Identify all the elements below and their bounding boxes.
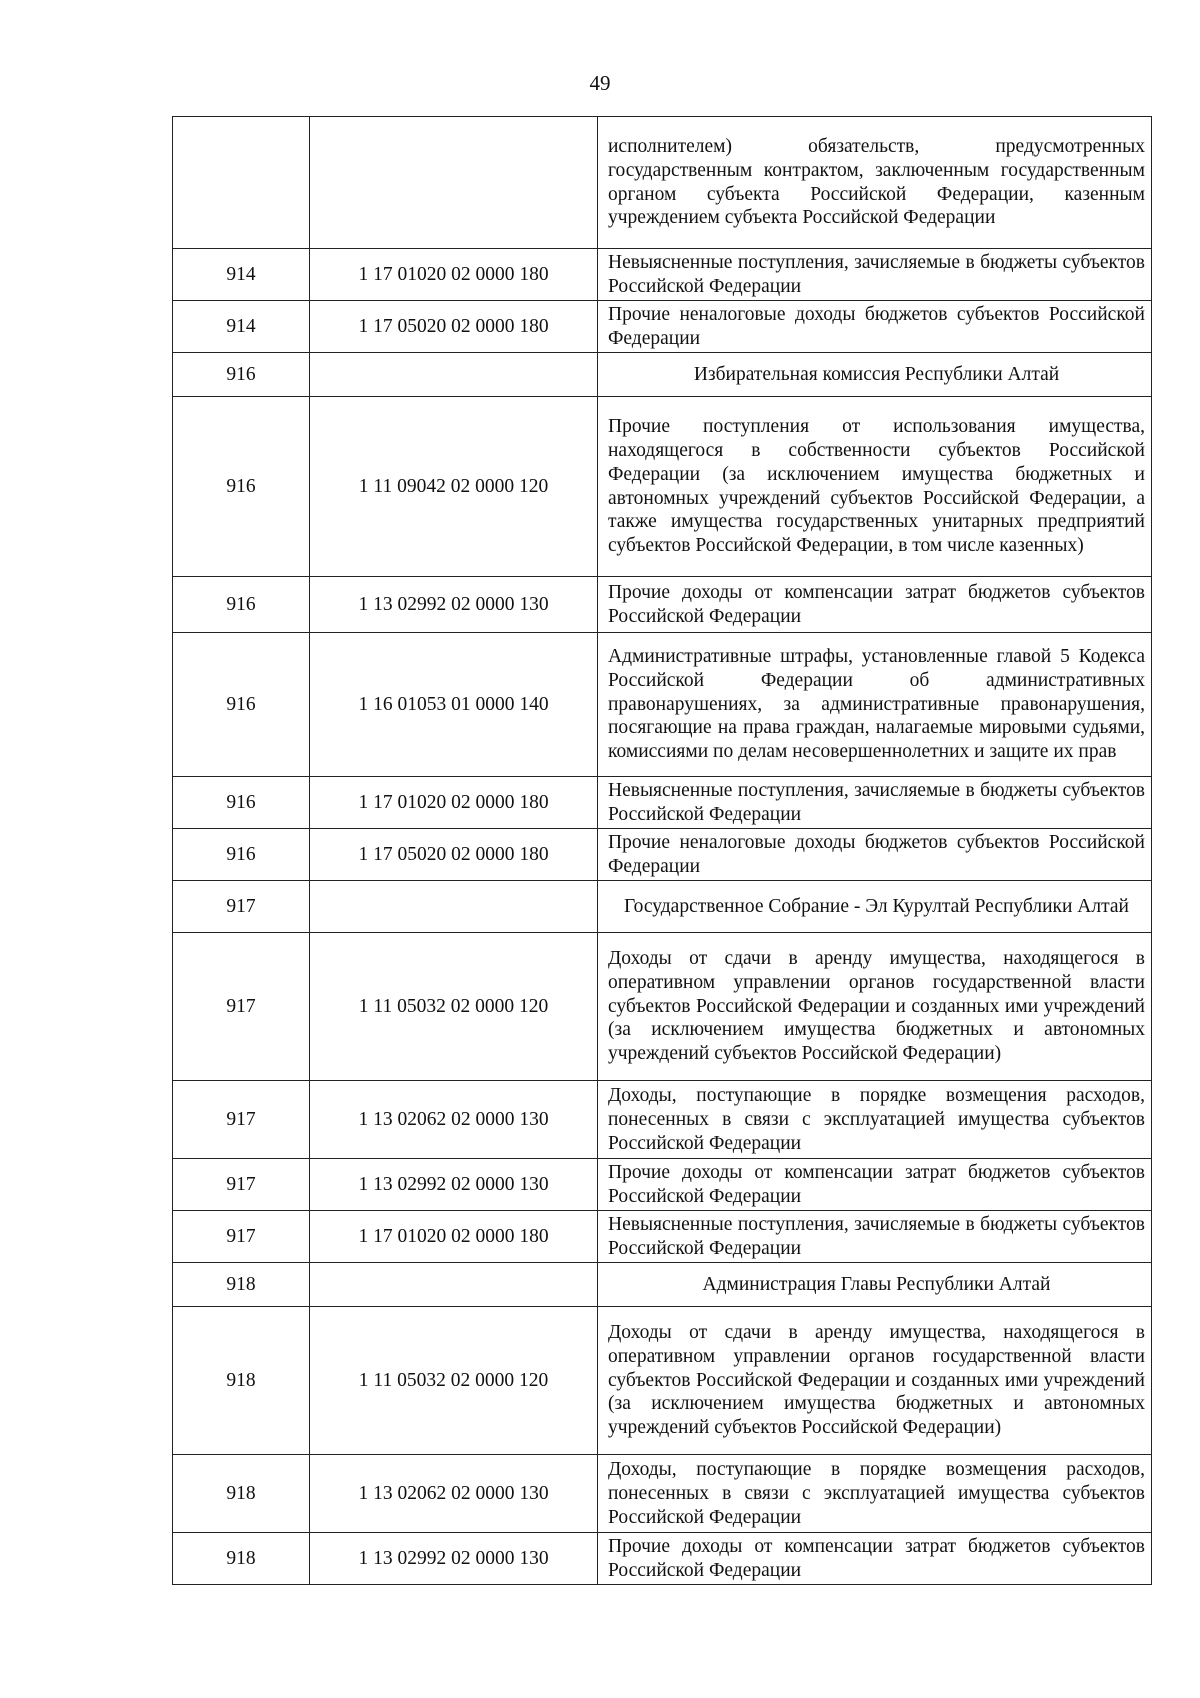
table-row (173, 1533, 1152, 1585)
admin-code-cell: 916 (173, 777, 310, 829)
table-row (173, 117, 1152, 249)
revenue-name-cell: исполнителем) обязательств, предусмотренных государственным контрактом, заключенным государственным органом субъекта Российской Федерации, казенным учреждением субъекта Российской Федерации (598, 117, 1152, 249)
admin-code-cell: 917 (173, 881, 310, 933)
revenue-code-cell: 1 13 02062 02 0000 130 (310, 1455, 598, 1533)
table-row (173, 397, 1152, 577)
administrator-name-cell: Администрация Главы Республики Алтай (598, 1263, 1152, 1307)
admin-code-cell: 918 (173, 1533, 310, 1585)
table-row (173, 633, 1152, 777)
admin-code-cell: 917 (173, 1081, 310, 1159)
revenue-code-cell: 1 17 05020 02 0000 180 (310, 301, 598, 353)
revenue-code-cell: 1 11 05032 02 0000 120 (310, 1307, 598, 1455)
table-body (173, 117, 1152, 1585)
admin-code-cell: 916 (173, 829, 310, 881)
revenue-name-cell: Прочие доходы от компенсации затрат бюджетов субъектов Российской Федерации (598, 577, 1152, 633)
revenue-name-cell: Прочие неналоговые доходы бюджетов субъектов Российской Федерации (598, 829, 1152, 881)
table-row (173, 577, 1152, 633)
revenue-name-cell: Доходы от сдачи в аренду имущества, находящегося в оперативном управлении органов государственной власти субъектов Российской Федерации и созданных ими учреждений (за исключением имущества бюджетных и автономных учреждений субъектов Российской Федерации) (598, 933, 1152, 1081)
admin-code-cell: 917 (173, 1159, 310, 1211)
admin-code-cell (173, 117, 310, 249)
admin-code-cell: 918 (173, 1263, 310, 1307)
admin-code-cell: 917 (173, 1211, 310, 1263)
admin-code-cell: 916 (173, 633, 310, 777)
table-row (173, 1081, 1152, 1159)
revenue-name-cell: Прочие неналоговые доходы бюджетов субъектов Российской Федерации (598, 301, 1152, 353)
administrator-name-cell: Избирательная комиссия Республики Алтай (598, 353, 1152, 397)
table-row (173, 1307, 1152, 1455)
revenue-code-cell (310, 353, 598, 397)
revenue-name-cell: Доходы от сдачи в аренду имущества, находящегося в оперативном управлении органов государственной власти субъектов Российской Федерации и созданных ими учреждений (за исключением имущества бюджетных и автономных учреждений субъектов Российской Федерации) (598, 1307, 1152, 1455)
admin-code-cell: 916 (173, 577, 310, 633)
revenue-code-cell: 1 13 02062 02 0000 130 (310, 1081, 598, 1159)
revenue-name-cell: Доходы, поступающие в порядке возмещения расходов, понесенных в связи с эксплуатацией имущества субъектов Российской Федерации (598, 1081, 1152, 1159)
revenue-code-cell: 1 13 02992 02 0000 130 (310, 577, 598, 633)
table-row (173, 1159, 1152, 1211)
revenue-code-cell (310, 1263, 598, 1307)
revenue-code-cell (310, 117, 598, 249)
revenue-name-cell: Административные штрафы, установленные главой 5 Кодекса Российской Федерации об административных правонарушениях, за административные правонарушения, посягающие на права граждан, налагаемые мировыми судьями, комиссиями по делам несовершеннолетних и защите их прав (598, 633, 1152, 777)
admin-code-cell: 914 (173, 249, 310, 301)
table-row (173, 777, 1152, 829)
revenue-code-cell: 1 11 05032 02 0000 120 (310, 933, 598, 1081)
revenue-code-cell (310, 881, 598, 933)
revenue-name-cell: Прочие доходы от компенсации затрат бюджетов субъектов Российской Федерации (598, 1533, 1152, 1585)
revenue-code-cell: 1 11 09042 02 0000 120 (310, 397, 598, 577)
administrator-name-cell: Государственное Собрание - Эл Курултай Республики Алтай (598, 881, 1152, 933)
revenue-code-cell: 1 16 01053 01 0000 140 (310, 633, 598, 777)
revenue-codes-table (172, 116, 1152, 1585)
revenue-code-cell: 1 13 02992 02 0000 130 (310, 1533, 598, 1585)
revenue-name-cell: Невыясненные поступления, зачисляемые в бюджеты субъектов Российской Федерации (598, 1211, 1152, 1263)
revenue-name-cell: Прочие поступления от использования имущества, находящегося в собственности субъектов Российской Федерации (за исключением имущества бюджетных и автономных учреждений субъектов Российской Федерации, а также имущества государственных унитарных предприятий субъектов Российской Федерации, в том числе казенных) (598, 397, 1152, 577)
admin-code-cell: 916 (173, 353, 310, 397)
table-row (173, 249, 1152, 301)
table-section-row (173, 353, 1152, 397)
table-row (173, 1211, 1152, 1263)
admin-code-cell: 918 (173, 1455, 310, 1533)
admin-code-cell: 916 (173, 397, 310, 577)
revenue-code-cell: 1 17 01020 02 0000 180 (310, 249, 598, 301)
revenue-name-cell: Невыясненные поступления, зачисляемые в бюджеты субъектов Российской Федерации (598, 249, 1152, 301)
revenue-code-cell: 1 13 02992 02 0000 130 (310, 1159, 598, 1211)
admin-code-cell: 918 (173, 1307, 310, 1455)
revenue-code-cell: 1 17 05020 02 0000 180 (310, 829, 598, 881)
admin-code-cell: 917 (173, 933, 310, 1081)
table-row (173, 301, 1152, 353)
table-row (173, 1455, 1152, 1533)
table-section-row (173, 1263, 1152, 1307)
page-number: 49 (589, 71, 611, 95)
table-row (173, 829, 1152, 881)
revenue-name-cell: Доходы, поступающие в порядке возмещения расходов, понесенных в связи с эксплуатацией имущества субъектов Российской Федерации (598, 1455, 1152, 1533)
table-section-row (173, 881, 1152, 933)
revenue-code-cell: 1 17 01020 02 0000 180 (310, 777, 598, 829)
revenue-name-cell: Невыясненные поступления, зачисляемые в бюджеты субъектов Российской Федерации (598, 777, 1152, 829)
revenue-name-cell: Прочие доходы от компенсации затрат бюджетов субъектов Российской Федерации (598, 1159, 1152, 1211)
admin-code-cell: 914 (173, 301, 310, 353)
revenue-code-cell: 1 17 01020 02 0000 180 (310, 1211, 598, 1263)
table-row (173, 933, 1152, 1081)
